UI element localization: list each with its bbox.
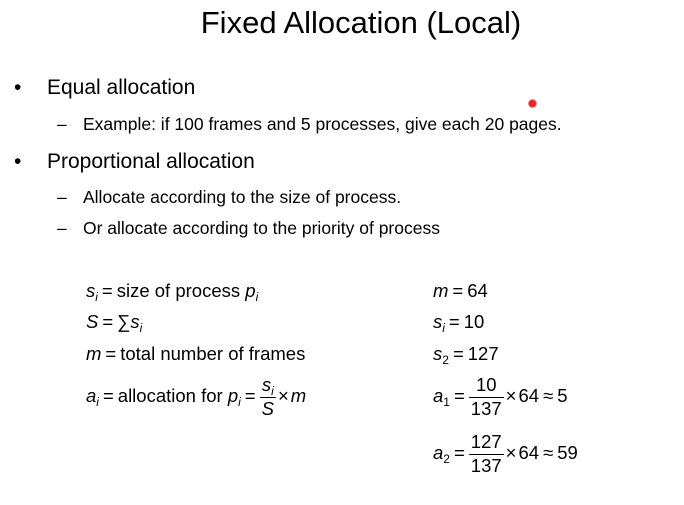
sub-i: i (238, 394, 241, 409)
var-s: s (433, 311, 443, 332)
equals: = (102, 311, 114, 332)
laser-pointer-dot (528, 99, 537, 108)
value: 64 (467, 280, 488, 301)
sub: 2 (443, 451, 450, 466)
equals: = (244, 384, 256, 406)
def-text: total number of frames (120, 343, 306, 364)
sub: 2 (442, 353, 449, 367)
fraction-si-over-S (260, 376, 276, 418)
var-p: p (245, 280, 256, 301)
var-a: a (433, 441, 444, 463)
denominator: 137 (470, 397, 502, 419)
sum-symbol: ∑ (117, 311, 131, 332)
times: × (505, 441, 517, 463)
sub-bullet-text: Allocate according to the size of process. (83, 187, 402, 207)
def-text: size of process (116, 280, 246, 301)
sub-bullet-dash: – (57, 114, 67, 134)
var-m: m (86, 343, 102, 364)
equals: = (453, 384, 465, 406)
sub-i: i (139, 321, 143, 335)
equals: = (452, 343, 464, 364)
sub-i: i (96, 394, 99, 409)
formula-m-definition (86, 343, 305, 365)
var-p: p (227, 384, 239, 406)
example-m (433, 280, 488, 302)
value: 127 (467, 343, 499, 364)
var-a: a (433, 384, 444, 406)
example-s2 (433, 343, 499, 365)
approx: ≈ (543, 441, 554, 463)
example-a2 (433, 433, 578, 475)
formula-S-definition (86, 311, 142, 333)
var-a: a (86, 384, 97, 406)
bullet-dot: • (14, 76, 22, 99)
def-text: allocation for (117, 384, 228, 406)
sub-i: i (271, 384, 274, 398)
example-a1 (433, 376, 568, 418)
bullet-label: Equal allocation (47, 76, 196, 99)
denominator: 137 (470, 454, 502, 476)
equals: = (452, 280, 464, 301)
var-s: s (261, 374, 272, 395)
formula-ai-definition (86, 376, 306, 418)
value: 10 (463, 311, 485, 332)
sub-i: i (95, 290, 98, 304)
equals: = (105, 343, 117, 364)
var-s: s (433, 343, 443, 364)
var-S: S (86, 311, 99, 332)
var-m: m (433, 280, 449, 301)
sub-i: i (255, 290, 259, 304)
sub-bullet-text: Example: if 100 frames and 5 processes, give each 20 pages. (83, 114, 562, 134)
bullet-label: Proportional allocation (47, 150, 255, 173)
var-s: s (86, 280, 96, 301)
sub-bullet-dash: – (57, 218, 67, 238)
bullet-dot: • (14, 150, 22, 173)
result: 5 (557, 384, 568, 406)
sub-bullet-text: Or allocate according to the priority of process (83, 218, 440, 238)
multiplier: 64 (518, 384, 540, 406)
fraction-127-over-137 (469, 433, 504, 475)
example-si (433, 311, 484, 333)
result: 59 (557, 441, 578, 463)
slide-title: Fixed Allocation (Local) (200, 5, 522, 40)
formula-si-definition (86, 280, 258, 302)
multiplier: 64 (518, 441, 540, 463)
sub-bullet-dash: – (57, 187, 67, 207)
equals: = (101, 280, 113, 301)
times: × (277, 384, 289, 406)
fraction-10-over-137 (469, 376, 504, 418)
times: × (505, 384, 517, 406)
numerator: 10 (469, 376, 504, 398)
approx: ≈ (543, 384, 554, 406)
sub: i (442, 321, 445, 335)
equals: = (448, 311, 460, 332)
equals: = (102, 384, 114, 406)
var-m: m (290, 384, 307, 406)
var-s: s (130, 311, 140, 332)
var-S: S (261, 397, 274, 419)
numerator: 127 (469, 433, 504, 455)
equals: = (453, 441, 465, 463)
sub: 1 (443, 394, 450, 409)
